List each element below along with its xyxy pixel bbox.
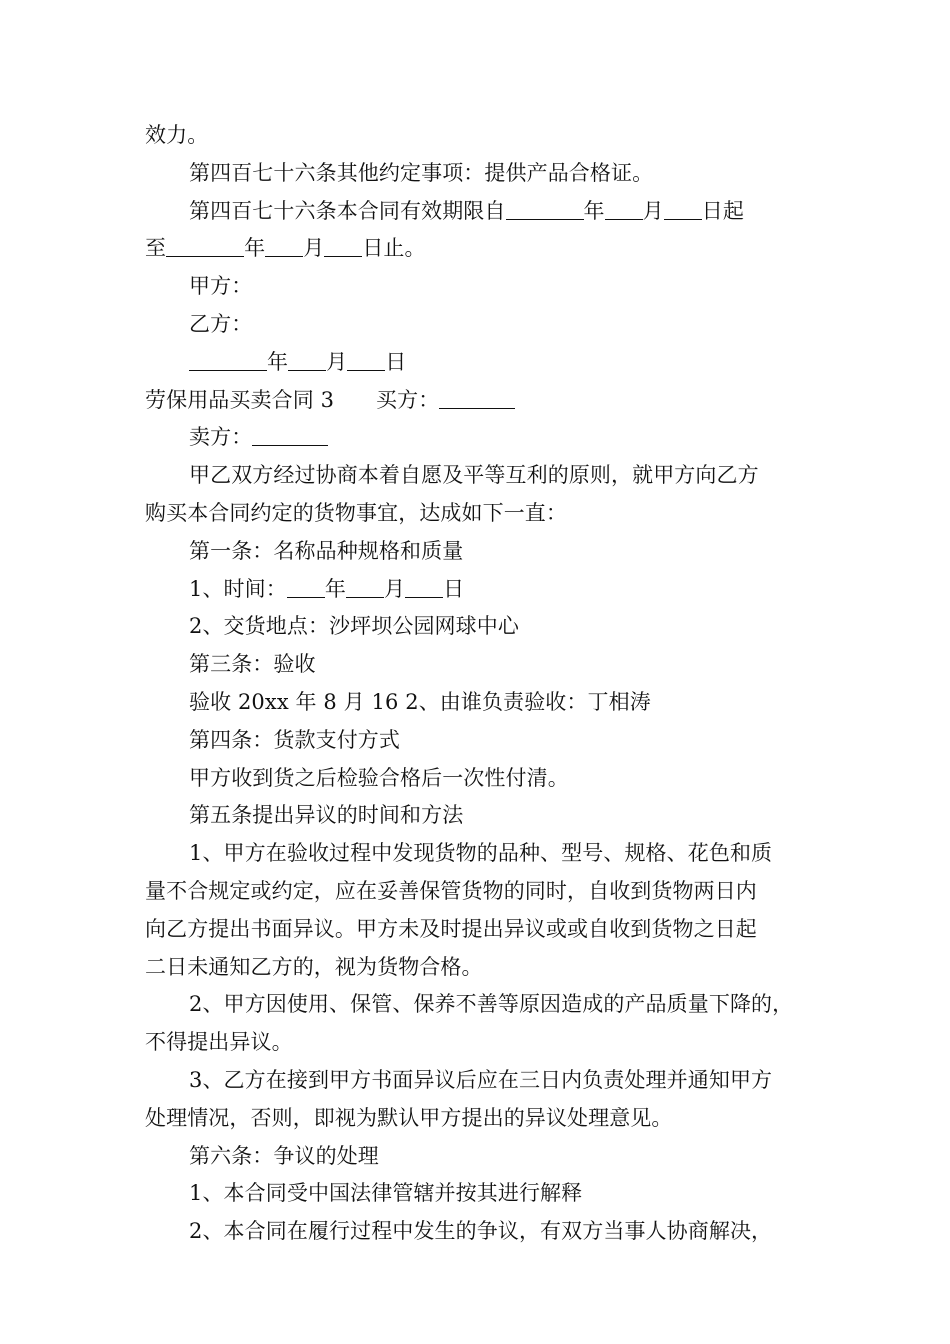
blank-line [252,424,328,446]
section-heading-text: 第四条：货款支付方式 [189,727,400,752]
year-label: 年 [324,576,346,601]
blank-line [288,349,326,371]
month-label: 月 [326,349,348,374]
month-label: 月 [383,576,406,601]
section-heading [145,1138,810,1176]
section-heading-text: 第一条：名称品种规格和质量 [189,538,464,563]
paragraph-text: 第四百七十六条其他约定事项：提供产品合格证。 [189,160,654,185]
paragraph-text: 甲方收到货之后检验合格后一次性付清。 [189,765,569,790]
text-line [145,608,810,646]
blank-line [324,235,362,257]
paragraph-text: 2、本合同在履行过程中发生的争议，有双方当事人协商解决， [189,1219,773,1244]
text-line [145,684,810,722]
paragraph-text: 向乙方提出书面异议。甲方未及时提出异议或或自收到货物之日起 [145,916,757,941]
year-label: 年 [244,236,266,261]
seller-line [145,419,810,457]
text-line [145,949,810,987]
paragraph-text: 1、本合同受中国法律管辖并按其进行解释 [189,1181,583,1206]
section-heading [145,722,810,760]
section-heading-text: 第三条：验收 [189,652,316,677]
blank-line [405,576,443,598]
day-label: 日 [443,576,465,601]
validity-start-line [145,193,810,231]
party-a-line [145,268,810,306]
section-heading-text: 第五条提出异议的时间和方法 [189,803,464,828]
section-heading [145,533,810,571]
paragraph-text: 3、乙方在接到甲方书面异议后应在三日内负责处理并通知甲方 [189,1067,773,1092]
text-line [145,760,810,798]
blank-line [346,576,384,598]
text-line [145,911,810,949]
paragraph-text: 2、甲方因使用、保管、保养不善等原因造成的产品质量下降的， [189,992,794,1017]
buyer-label: 买方： [376,387,440,412]
paragraph-text: 不得提出异议。 [145,1030,293,1055]
signature-date-line [145,344,810,382]
blank-line [605,198,643,220]
text-line [145,873,810,911]
paragraph-text: 2、交货地点：沙坪坝公园网球中心 [189,614,519,639]
blank-line [664,198,702,220]
year-label: 年 [267,349,289,374]
text-line [145,1213,810,1251]
paragraph-text: 二日未通知乙方的，视为货物合格。 [145,954,483,979]
section-heading [145,797,810,835]
paragraph-text: 处理情况，否则，即视为默认甲方提出的异议处理意见。 [145,1105,673,1130]
month-label: 月 [642,198,664,223]
validity-end-line [145,230,810,268]
blank-line [189,349,267,371]
paragraph-text: 第四百七十六条本合同有效期限自 [189,198,506,223]
day-label: 日起 [701,198,744,223]
blank-line [265,235,303,257]
blank-line [287,576,325,598]
day-label: 日 [385,349,407,374]
blank-line [347,349,385,371]
paragraph-text: 1、时间： [189,576,287,601]
document-body [145,117,810,1251]
party-a-label: 甲方： [189,274,253,299]
text-line [145,457,810,495]
year-label: 年 [583,198,605,223]
paragraph-text: 购买本合同约定的货物事宜，达成如下一直： [145,500,567,525]
paragraph-text: 甲乙双方经过协商本着自愿及平等互利的原则，就甲方向乙方 [189,463,759,488]
day-label: 日止。 [362,236,426,261]
text-line [145,1062,810,1100]
party-b-label: 乙方： [189,311,253,336]
paragraph-text: 量不合规定或约定，应在妥善保管货物的同时，自收到货物两日内 [145,878,757,903]
text-line [145,155,810,193]
section-heading [145,646,810,684]
text-line [145,1175,810,1213]
paragraph-text: 1、甲方在验收过程中发现货物的品种、型号、规格、花色和质 [189,841,773,866]
text-line [145,495,810,533]
text-line [145,1024,810,1062]
blank-line [166,235,244,257]
blank-line [506,198,584,220]
month-label: 月 [303,236,325,261]
text-line [145,1100,810,1138]
text-line [145,835,810,873]
text-line [145,117,810,155]
paragraph-text: 验收 20xx 年 8 月 16 2、由谁负责验收：丁相涛 [189,689,651,714]
time-line [145,571,810,609]
blank-line [439,387,515,409]
paragraph-text: 效力。 [145,123,209,147]
party-b-line [145,306,810,344]
contract-heading-line [145,382,810,420]
section-heading-text: 第六条：争议的处理 [189,1143,379,1168]
seller-label: 卖方： [189,425,253,450]
paragraph-text: 至 [145,236,167,261]
contract-title: 劳保用品买卖合同 3 [145,387,335,412]
text-line [145,986,810,1024]
